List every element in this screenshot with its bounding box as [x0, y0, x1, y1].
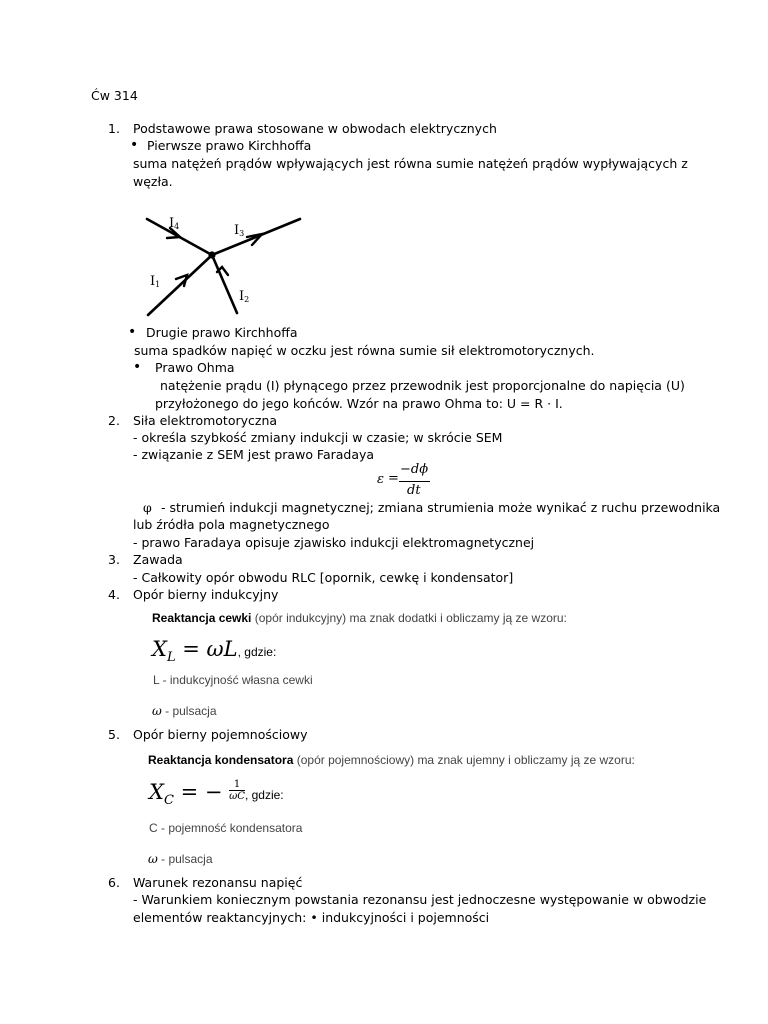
subheading: Pierwsze prawo Kirchhoffa: [147, 138, 312, 153]
paragraph-line: przyłożonego do jego końców. Wzór na prawo Ohma to: U = R · I.: [155, 396, 563, 411]
paragraph-line: - strumień indukcji magnetycznej; zmiana strumienia może wynikać z ruchu przewodnika: [161, 500, 721, 515]
image-caption: Reaktancja kondensatora (opór pojemnościowy) ma znak ujemny i obliczamy ją ze wzoru:: [148, 753, 635, 767]
bullet-icon: •: [128, 324, 137, 340]
item-heading: Opór bierny indukcyjny: [133, 587, 279, 602]
paragraph-line: - związanie z SEM jest prawo Faradaya: [133, 447, 375, 462]
inductive-formula: $X_L = \omega L$, gdzie:: [152, 637, 277, 666]
wire-i3: [212, 219, 300, 255]
item-number: 6.: [108, 875, 120, 890]
label-i4: I4: [169, 216, 180, 231]
paragraph-line: węzła.: [133, 174, 173, 189]
image-text-line: ω - pulsacja: [148, 852, 213, 866]
node-dot: [208, 251, 215, 258]
paragraph-line: - Całkowity opór obwodu RLC [opornik, cewkę i kondensator]: [133, 570, 514, 585]
item-heading: Opór bierny pojemnościowy: [133, 727, 308, 742]
paragraph-line: - Warunkiem koniecznym powstania rezonansu jest jednoczesne występowanie w obwodzie: [133, 892, 707, 907]
formula-numerator: −dϕ: [400, 462, 429, 477]
item-heading: Podstawowe prawa stosowane w obwodach elektrycznych: [133, 121, 497, 136]
item-number: 2.: [108, 413, 120, 428]
image-text-line: ω - pulsacja: [152, 704, 217, 718]
capacitive-formula: $X_C$ = − $\frac{1}{\omega C}$ , gdzie:: [149, 779, 284, 809]
label-i1: I1: [150, 274, 161, 289]
paragraph-line: elementów reaktancyjnych: • indukcyjności i pojemności: [133, 910, 490, 925]
capacitive-fraction: $\frac{1}{\omega C}$: [229, 779, 245, 802]
item-number: 3.: [108, 552, 120, 567]
item-heading: Zawada: [133, 552, 183, 567]
bullet-icon: •: [130, 137, 139, 153]
subheading: Drugie prawo Kirchhoffa: [146, 325, 298, 340]
item-number: 4.: [108, 587, 120, 602]
paragraph-line: suma natężeń prądów wpływających jest równa sumie natężeń prądów wypływających z: [133, 156, 688, 171]
paragraph-line: - prawo Faradaya opisuje zjawisko indukcji elektromagnetycznej: [133, 535, 535, 550]
paragraph-line: - określa szybkość zmiany indukcji w czasie; w skrócie SEM: [133, 430, 503, 445]
formula-lhs: ε: [377, 472, 384, 487]
bullet-icon: •: [133, 359, 142, 375]
paragraph-line: suma spadków napięć w oczku jest równa sumie sił elektromotorycznych.: [134, 343, 595, 358]
kirchhoff-node-diagram: [140, 205, 310, 323]
label-i3: I3: [234, 223, 245, 238]
formula-equals: =: [388, 471, 399, 486]
image-text-line: C - pojemność kondensatora: [149, 821, 303, 835]
subheading: Prawo Ohma: [155, 360, 235, 375]
formula-denominator: dt: [407, 483, 421, 498]
item-heading: Warunek rezonansu napięć: [133, 875, 303, 890]
item-number: 5.: [108, 727, 120, 742]
item-heading: Siła elektromotoryczna: [133, 413, 278, 428]
item-number: 1.: [108, 121, 120, 136]
paragraph-line: natężenie prądu (I) płynącego przez przewodnik jest proporcjonalne do napięcia (U): [160, 378, 685, 393]
image-text-line: L - indukcyjność własna cewki: [153, 673, 313, 687]
paragraph-line: lub źródła pola magnetycznego: [133, 517, 330, 532]
fraction-bar: [399, 481, 430, 482]
document-title: Ćw 314: [91, 88, 138, 103]
wire-i2: [212, 255, 237, 313]
phi-symbol: φ: [143, 500, 152, 515]
image-caption: Reaktancja cewki (opór indukcyjny) ma znak dodatki i obliczamy ją ze wzoru:: [152, 611, 567, 625]
label-i2: I2: [239, 289, 250, 304]
